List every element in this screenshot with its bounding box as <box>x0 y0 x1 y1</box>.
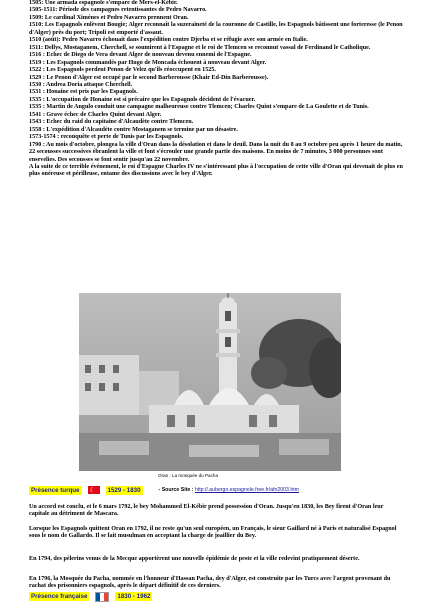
chronology-entry: 1529 : Le Penon d'Alger est occupé par le second Barberousse (Khair Ed-Din Barberousse). <box>29 74 269 81</box>
chronology-entry: 1509: Le cardinal Ximénes et Pedro Navarro prennent Oran. <box>29 14 189 21</box>
chronology-entry: 1558 : L'expédition d'Alcaudète contre Mostaganem se termine par un désastre. <box>29 126 238 133</box>
paragraph-1: Un accord est conclu, et le 6 mars 1792, le bey Mohammed El-Kébir prend possession d'Oran. Jusqu'en 1830, les Bey firent d'Oran leur capitale au détriment de Mascara. <box>29 504 384 518</box>
french-presence-label: Présence française <box>31 593 88 600</box>
chronology-entry: A la suite de ce terrible événement, le roi d'Espagne Charles IV ne s'intéressant plus à l'occupation de cette ville d'Oran qui devenait de plus en plus onéreuse et périlleuse, entame des discussions avec le bey d'Alger. <box>29 163 403 178</box>
french-presence-years: 1830 - 1962 <box>117 593 151 600</box>
chronology-list <box>29 0 405 179</box>
chronology-entry: 1535 : L'occupation de Honaine est si précaire que les Espagnols décident de l'évacuer. <box>29 96 256 103</box>
chronology-entry: 1505-1511: Période des campagnes retentissantes de Pedro Navarro. <box>29 7 207 14</box>
chronology-entry: 1535 : Martin de Angulo conduit une campagne malheureuse contre Tlemcen; Charles Quint s'empare de La Goulette et de Tunis. <box>29 104 369 111</box>
chronology-entry: 1516 : Echec de Diego de Vera devant Alger de nouveau devenu ennemi de l'Espagne. <box>29 52 252 59</box>
turkish-presence-years: 1529 - 1830 <box>107 486 141 494</box>
chronology-entry: 1531 : Honaine est pris par les Espagnols. <box>29 89 138 96</box>
chronology-entry: 1511: Dellys, Mostaganem, Cherchell, se soumirent à l'Espagne et le roi de Tlemcen se reconnut vassal de Ferdinand le Catholique. <box>29 44 371 51</box>
french-presence-heading <box>29 593 152 600</box>
photo-caption: Oran : La mosquée du Pacha <box>158 473 219 478</box>
chronology-entry: 1541 : Grave échec de Charles Quint devant Alger. <box>29 111 162 118</box>
chronology-entry: 1522 : Les Espagnols perdent Penon de Velez qu'ils réoccupent en 1525. <box>29 67 216 74</box>
chronology-entry: 1790 : Au mois d'octobre, plongea la ville d'Oran dans la désolation et dans le deuil. Dans la nuit du 8 au 9 octobre peu après 1 heure du matin, 22 secousses successives ébranlent la ville et font s'écrouler une grande partie des maisons. En moins de 7 minutes, 3 000 personnes sont ensevelies. Des secousses se font sentir jusqu'au 22 novembre. <box>29 141 403 163</box>
france-flag-icon <box>95 592 109 602</box>
mosque-illustration <box>79 293 341 471</box>
paragraph-4: En 1796, la Mosquée du Pacha, nommée en l'honneur d'Hassan Pacha, dey d'Alger, est construite par les Turcs avec l'argent provenant du rachat des prisonniers espagnols, après le départ définitif de ces derniers. <box>29 576 391 590</box>
turkish-presence-label: Présence turque <box>31 486 80 494</box>
chronology-entry: 1510: Les Espagnols enlèvent Bougie; Alger reconnaît la suzeraineté de la couronne de Castille, les Espagnols bâtissent une forteresse (le Penon d'Alger) près du port; Tripoli est emporté d'assaut. <box>29 22 403 36</box>
source-label: - Source Site : <box>158 487 194 493</box>
turkish-presence-heading <box>29 485 299 495</box>
paragraph-3: En 1794, des pèlerins venus de la Mecque apportèrent une nouvelle épidémie de peste et la ville redevint pratiquement déserte. <box>29 556 360 562</box>
source-site <box>159 487 299 493</box>
chronology-entry: 1519 : Les Espagnols commandés par Hugo de Moncada échouent à nouveau devant Alger. <box>29 59 267 66</box>
chronology-entry: 1505: Une armada espagnole s'empare de Mers-el-Kébir. <box>29 0 178 6</box>
chronology-entry: 1543 : Echec du raid du capitaine d'Alcaudète contre Tlemcen. <box>29 119 194 126</box>
turkey-flag-icon: ☾ <box>88 486 100 494</box>
mosque-photo <box>79 293 341 471</box>
chronology-entry: 1573-1574 : reconquête et perte de Tunis par les Espagnols. <box>29 134 184 141</box>
chronology-entry: 1510 (août): Pedro Navarro échouait dans l'expédition contre Djerba et se réfugie avec son armée en Italie. <box>29 37 308 44</box>
chronology-entry: 1530 : Andrea Doria attaque Cherchell. <box>29 81 133 88</box>
paragraph-2: Lorsque les Espagnols quittent Oran en 1792, il ne reste qu'un seul européen, un Français, le sieur Gaillard né à Paris et naturalisé Espagnol sous le nom de Gallardo. Il se fait musulman en acceptant la charge de joaillier du Bey. <box>29 526 397 540</box>
source-link[interactable]: http://.aubergo.espagnole.free.fr/afn2003.htm <box>194 487 299 493</box>
